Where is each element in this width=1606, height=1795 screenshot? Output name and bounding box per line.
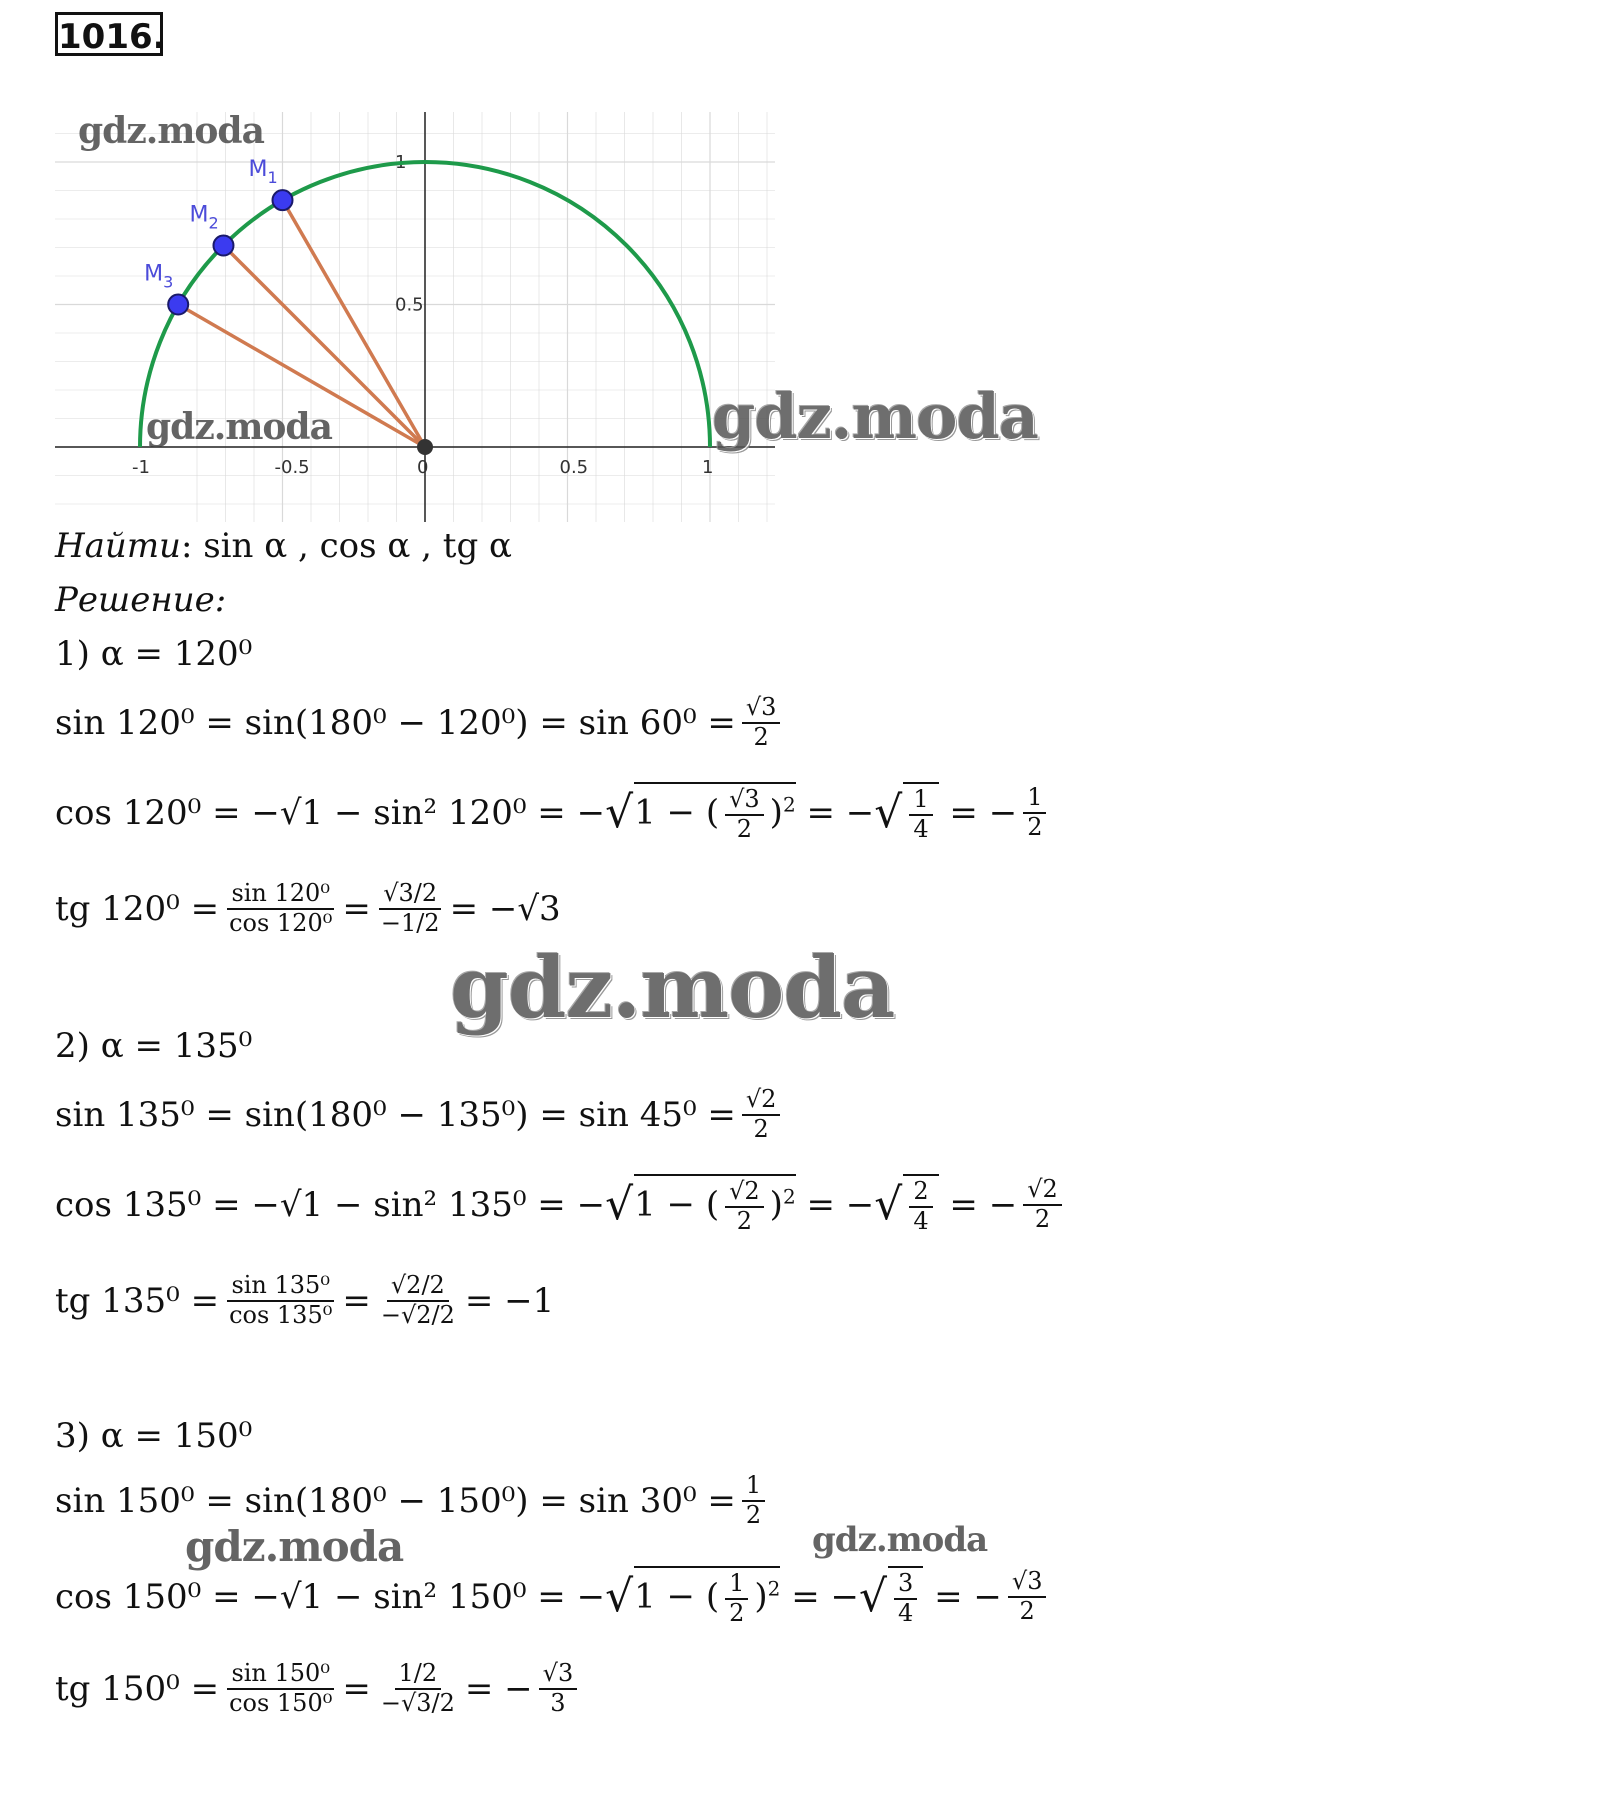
part3-header: 3) α = 150⁰ [55, 1416, 253, 1456]
x-tick-label: 0.5 [559, 457, 589, 478]
unit-circle-figure [55, 112, 775, 522]
find-functions: : sin α , cos α , tg α [180, 526, 512, 566]
watermark: gdz.moda [450, 938, 895, 1037]
part3-cos-line: cos 150⁰ = −√1 − sin² 150⁰ = − √ 1 − ( $\frac{1}{2}$ )$^2$ = − √ $\frac{3}{4}$ = − $\frac{√3}{2}$ [55, 1566, 1052, 1627]
part2-tg-line: tg 135⁰ = $\frac{\text{sin 135⁰}}{\text{cos 135⁰}}$ = $\frac{√2/2}{-√2/2}$ = −1 [55, 1271, 555, 1329]
x-tick-label: 0 [417, 457, 429, 478]
part3-tg-line: tg 150⁰ = $\frac{\text{sin 150⁰}}{\text{cos 150⁰}}$ = $\frac{1/2}{-√3/2}$ = − $\frac{√3}{3}$ [55, 1660, 583, 1717]
part2-cos-line: cos 135⁰ = −√1 − sin² 135⁰ = − √ 1 − ( $\frac{√2}{2}$ )$^2$ = − √ $\frac{2}{4}$ = − $\frac{√2}{2}$ [55, 1174, 1068, 1235]
part1-header: 1) α = 120⁰ [55, 634, 253, 674]
part2-sin-line: sin 135⁰ = sin(180⁰ − 135⁰) = sin 45⁰ = $\frac{√2}{2}$ [55, 1086, 786, 1143]
point-marker [273, 190, 293, 210]
part2-header: 2) α = 135⁰ [55, 1026, 253, 1066]
point-label: $M_3$ [144, 261, 174, 292]
part1-cos-expr: cos 120⁰ = −√1 − sin² 120⁰ = − [55, 792, 606, 833]
problem-number: 1016. [55, 12, 163, 56]
y-tick-label: 1 [395, 152, 407, 173]
x-tick-label: -0.5 [274, 457, 310, 478]
part1-cos-line: cos 120⁰ = −√1 − sin² 120⁰ = − √ 1 − ( $\frac{√3}{2}$ )$^2$ = − √ $\frac{1}{4}$ = − $\frac{1}{2}$ [55, 782, 1052, 843]
watermark: gdz.moda [146, 406, 332, 448]
watermark: gdz.moda [78, 110, 264, 152]
watermark: gdz.moda [812, 1520, 988, 1560]
point-marker [213, 235, 233, 255]
unit-circle-plot [55, 112, 775, 522]
y-tick-label: 0.5 [395, 294, 424, 316]
part1-sin-result: $\frac{√3}{2}$ [742, 694, 781, 751]
point-label: $M_2$ [189, 202, 219, 233]
part1-cos-result: $\frac{1}{2}$ [1023, 784, 1046, 841]
solution-label: Решение: [55, 580, 227, 620]
x-tick-label: 1 [702, 457, 714, 478]
point-label: $M_1$ [248, 157, 278, 188]
x-tick-label: -1 [132, 457, 150, 478]
part1-tg-result: = −√3 [449, 888, 561, 929]
watermark: gdz.moda [185, 1522, 404, 1571]
find-label: Найти [55, 526, 181, 566]
origin-point [417, 439, 433, 455]
find-line [55, 526, 512, 566]
part1-tg-line: tg 120⁰ = $\frac{\text{sin 120⁰}}{\text{cos 120⁰}}$ = $\frac{√3/2}{-1/2}$ = −√3 [55, 879, 561, 937]
point-marker [168, 295, 188, 315]
part1-sin-line [55, 694, 786, 751]
part1-sin-expr: sin 120⁰ = sin(180⁰ − 120⁰) = sin 60⁰ = [55, 702, 736, 743]
part3-sin-line: sin 150⁰ = sin(180⁰ − 150⁰) = sin 30⁰ = $\frac{1}{2}$ [55, 1472, 771, 1529]
watermark: gdz.moda [712, 380, 1038, 453]
